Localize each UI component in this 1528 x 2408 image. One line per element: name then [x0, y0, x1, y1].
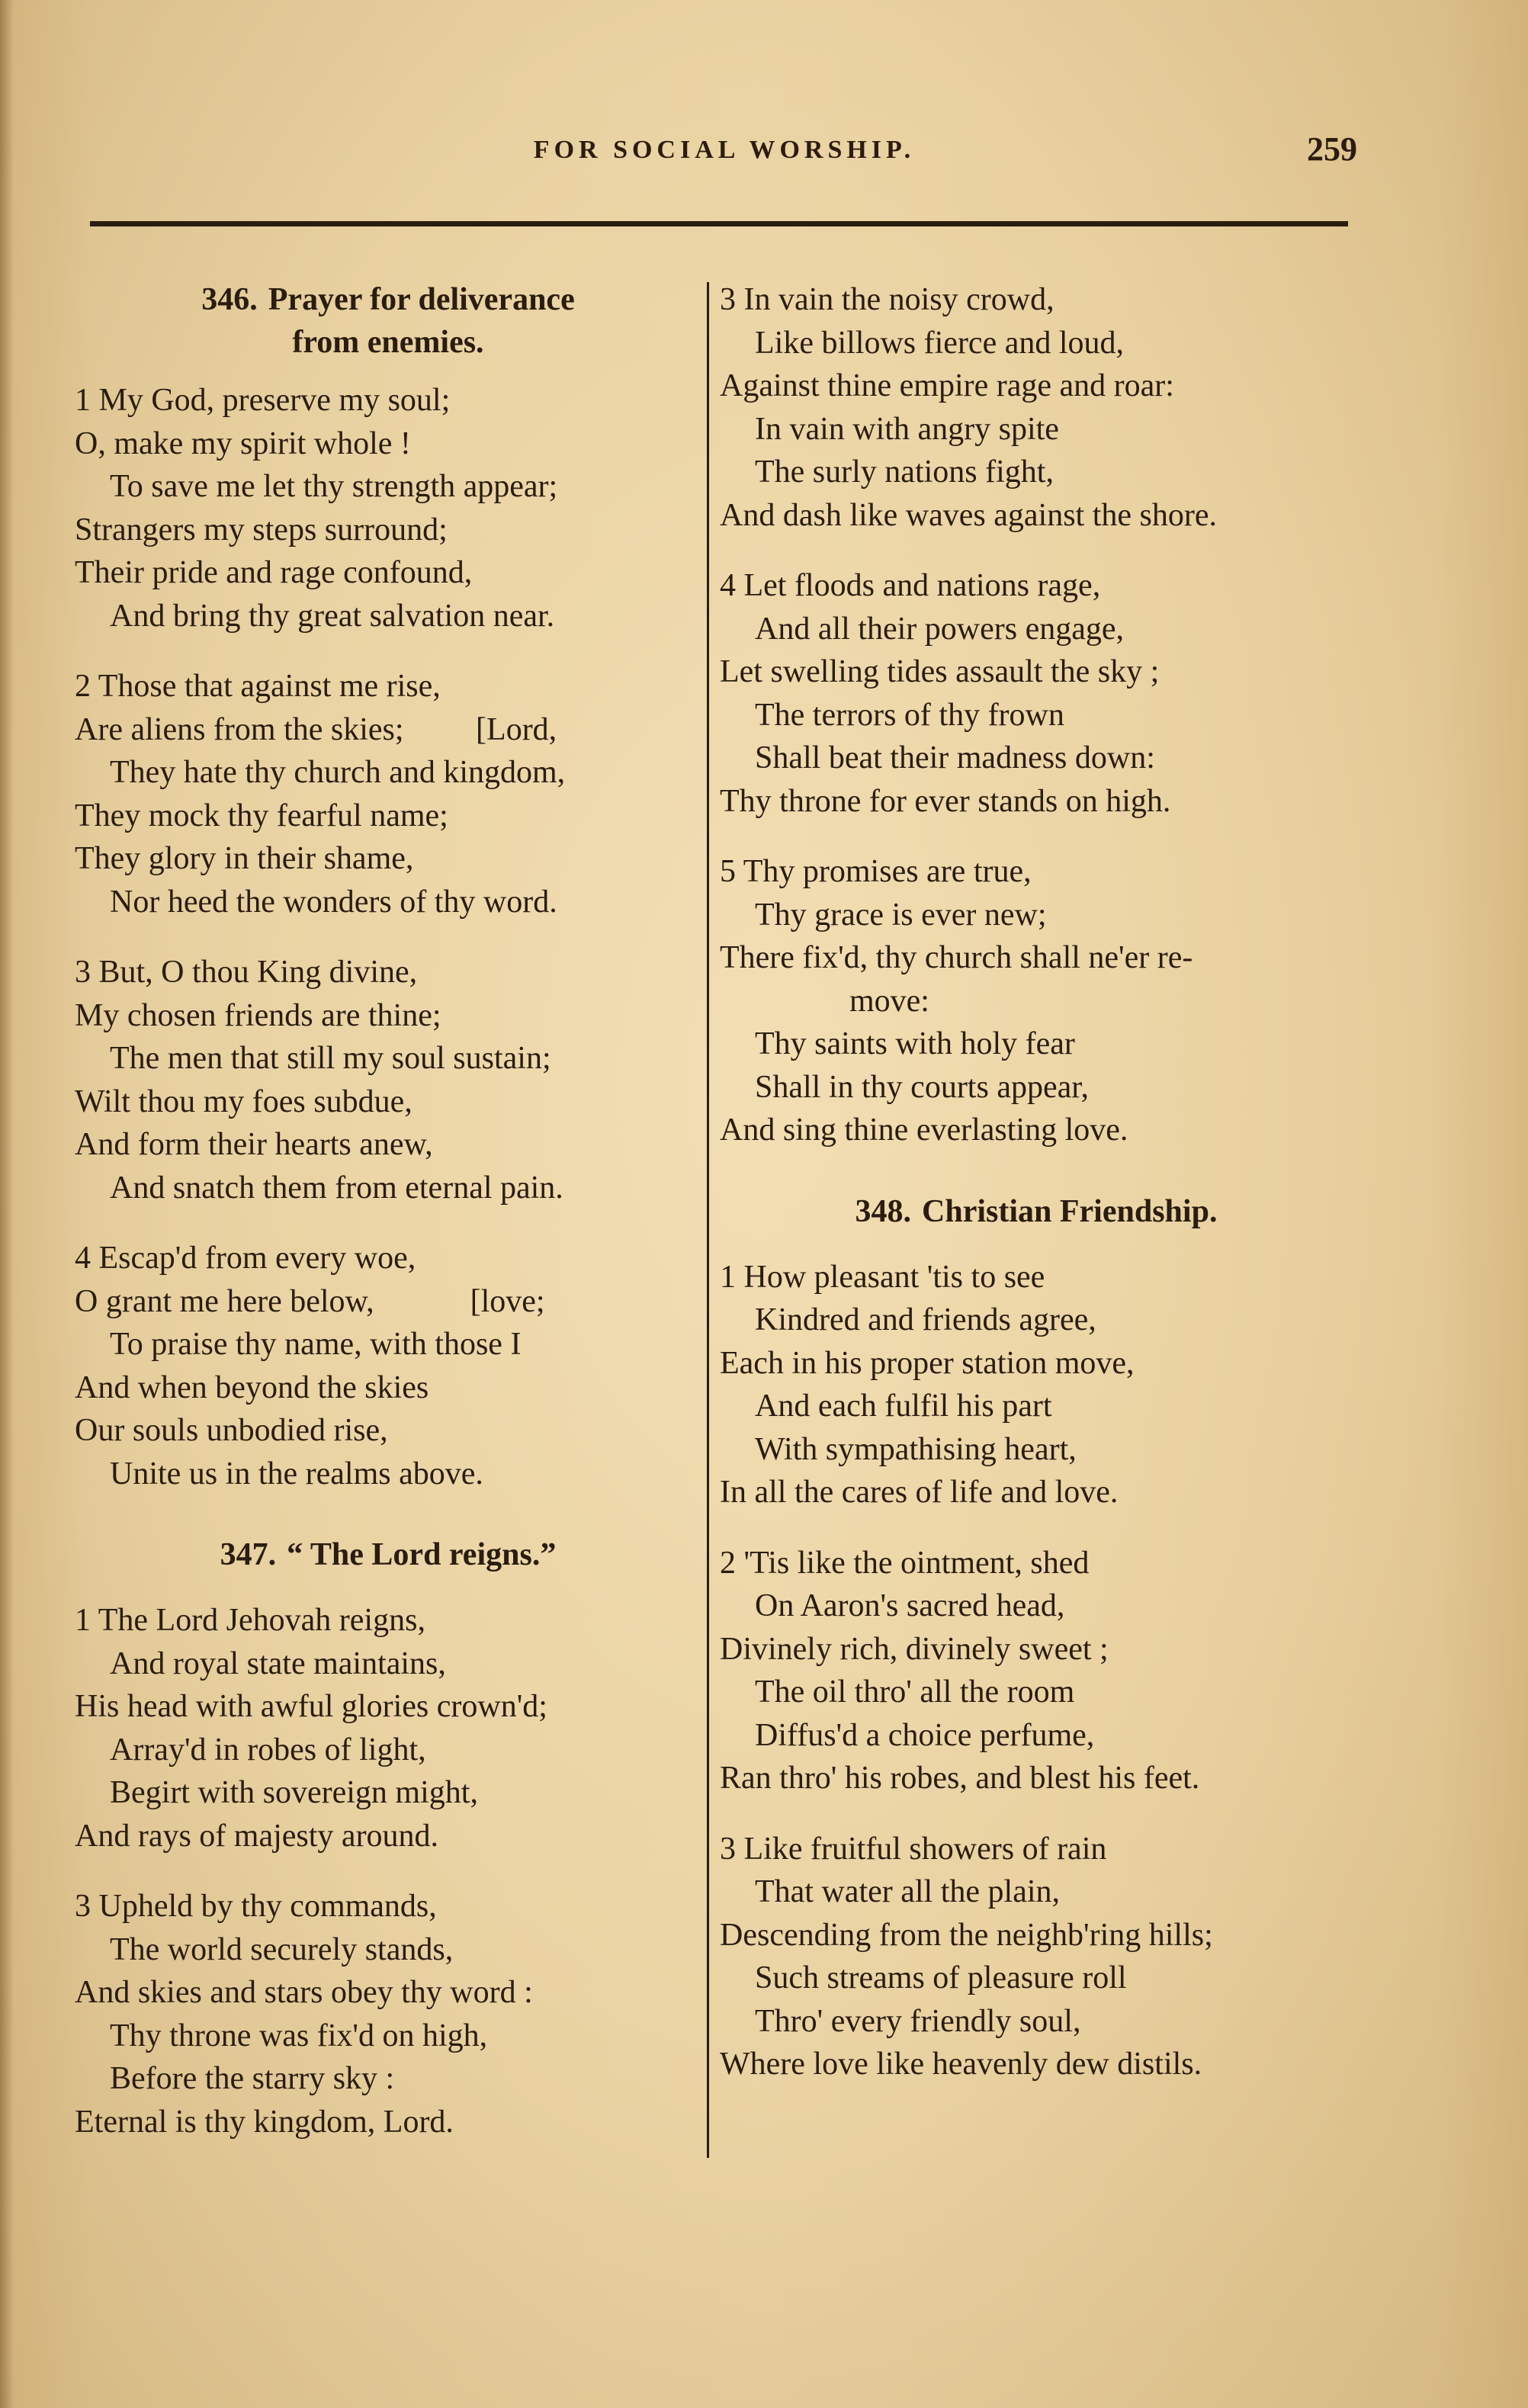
verse-line: Thy throne was fix'd on high, [110, 2018, 488, 2053]
hymn-346-stanza-2 [75, 665, 701, 923]
verse-line: And skies and stars obey thy word : [75, 1975, 533, 2010]
verse-line: Before the starry sky : [110, 2061, 395, 2096]
verse-line: Let swelling tides assault the sky ; [720, 654, 1160, 689]
hymn-347-title-text: “ The Lord reigns.” [287, 1537, 557, 1572]
spine-shadow [0, 0, 14, 2408]
verse-line: Where love like heavenly dew distils. [720, 2047, 1202, 2082]
verse-line: To save me let thy strength appear; [110, 469, 558, 504]
verse-line: Wilt thou my foes subdue, [75, 1084, 412, 1119]
verse-line: Each in his proper station move, [720, 1345, 1135, 1381]
verse-line: They mock thy fearful name; [75, 798, 448, 833]
verse-line: 2 'Tis like the ointment, shed [720, 1545, 1090, 1581]
page-header [91, 130, 1357, 189]
verse-line: And dash like waves against the shore. [720, 497, 1218, 533]
verse-line: 2 Those that against me rise, [75, 669, 441, 704]
verse-line: Thy throne for ever stands on high. [720, 783, 1171, 819]
hymn-348-title [720, 1190, 1353, 1233]
hymn-347-stanza-3 [720, 278, 1353, 537]
verse-line: move: [849, 983, 929, 1019]
verse-line: Thy saints with holy fear [755, 1026, 1075, 1061]
verse-line: On Aaron's sacred head, [755, 1588, 1065, 1623]
verse-line: 3 But, O thou King divine, [75, 955, 418, 990]
verse-line: Divinely rich, divinely sweet ; [720, 1631, 1109, 1667]
verse-line: Like billows fierce and loud, [755, 325, 1125, 361]
column-divider [707, 282, 709, 2158]
hymn-346-stanza-1 [75, 379, 701, 637]
verse-line: And royal state maintains, [110, 1645, 446, 1681]
hymn-346-title-line2: from enemies. [292, 325, 484, 360]
verse-line: And snatch them from eternal pain. [110, 1170, 563, 1206]
verse-line: Shall beat their madness down: [755, 740, 1155, 775]
verse-line: Descending from the neighb'ring hills; [720, 1917, 1213, 1953]
hymn-348-title-text: Christian Friendship. [922, 1193, 1218, 1229]
verse-line: And bring thy great salvation near. [110, 598, 555, 634]
left-column [75, 278, 701, 2171]
verse-line: Diffus'd a choice perfume, [755, 1717, 1095, 1753]
verse-line: And rays of majesty around. [75, 1818, 439, 1854]
verse-line: Strangers my steps surround; [75, 512, 448, 547]
verse-line: The men that still my soul sustain; [110, 1041, 551, 1076]
verse-line: And sing thine everlasting love. [720, 1112, 1128, 1148]
verse-line: They hate thy church and kingdom, [110, 755, 566, 790]
hymn-347-number: 347. [220, 1537, 277, 1572]
hymn-348-stanza-2 [720, 1542, 1353, 1800]
verse-line: Unite us in the realms above. [110, 1456, 483, 1491]
verse-line: They glory in their shame, [75, 841, 414, 876]
hymn-347-stanza-1 [75, 1599, 701, 1857]
verse-line: The oil thro' all the room [755, 1674, 1075, 1710]
verse-line: Begirt with sovereign might, [110, 1775, 478, 1810]
verse-line: Thy grace is ever new; [755, 897, 1047, 933]
verse-line: Nor heed the wonders of thy word. [110, 884, 557, 920]
hymn-346-stanza-4 [75, 1237, 701, 1495]
verse-line: And each fulfil his part [755, 1389, 1052, 1424]
verse-line: Their pride and rage confound, [75, 555, 473, 590]
verse-line: There fix'd, thy church shall ne'er re- [720, 940, 1193, 975]
verse-line: In all the cares of life and love. [720, 1475, 1119, 1510]
verse-line: The world securely stands, [110, 1931, 454, 1967]
verse-line: Eternal is thy kingdom, Lord. [75, 2104, 454, 2140]
verse-line: 1 How pleasant 'tis to see [720, 1259, 1045, 1295]
verse-line: Are aliens from the skies; [Lord, [75, 711, 557, 747]
verse-line: Against thine empire rage and roar: [720, 368, 1174, 403]
hymn-346-title-line1: Prayer for deliverance [268, 282, 575, 317]
verse-line: Such streams of pleasure roll [755, 1960, 1127, 1995]
hymn-348-stanza-1 [720, 1256, 1353, 1514]
hymn-347-stanza-2 [75, 1885, 701, 2143]
verse-line: With sympathising heart, [755, 1431, 1077, 1467]
right-column [720, 278, 1353, 2114]
header-rule [90, 221, 1348, 226]
verse-line: And all their powers engage, [755, 611, 1125, 647]
verse-line: Thro' every friendly soul, [755, 2003, 1081, 2039]
hymn-348-stanza-3 [720, 1828, 1353, 2086]
verse-line: Ran thro' his robes, and blest his feet. [720, 1761, 1200, 1796]
verse-line: O grant me here below, [love; [75, 1283, 545, 1319]
verse-line: Our souls unbodied rise, [75, 1413, 388, 1448]
verse-line: In vain with angry spite [755, 411, 1059, 447]
verse-line: 3 In vain the noisy crowd, [720, 282, 1055, 317]
hymn-347-stanza-5 [720, 850, 1353, 1152]
page-number: 259 [1307, 130, 1357, 168]
verse-line: 1 The Lord Jehovah reigns, [75, 1603, 425, 1638]
verse-line: That water all the plain, [755, 1874, 1061, 1909]
hymn-346-stanza-3 [75, 951, 701, 1209]
verse-line: 1 My God, preserve my soul; [75, 383, 451, 418]
hymn-346-number: 346. [201, 282, 258, 317]
verse-line: Shall in thy courts appear, [755, 1069, 1090, 1105]
verse-line: His head with awful glories crown'd; [75, 1689, 547, 1724]
hymn-347-title [75, 1533, 701, 1576]
hymn-348-number: 348. [855, 1193, 912, 1229]
verse-line: My chosen friends are thine; [75, 997, 441, 1033]
verse-line: 5 Thy promises are true, [720, 854, 1032, 889]
hymn-347-stanza-4 [720, 564, 1353, 823]
verse-line: 4 Let floods and nations rage, [720, 568, 1101, 603]
verse-line: Kindred and friends agree, [755, 1302, 1096, 1337]
verse-line: And form their hearts anew, [75, 1127, 433, 1162]
verse-line: 3 Like fruitful showers of rain [720, 1831, 1107, 1867]
verse-line: 3 Upheld by thy commands, [75, 1889, 437, 1924]
running-head: FOR SOCIAL WORSHIP. [533, 136, 916, 164]
verse-line: And when beyond the skies [75, 1369, 429, 1405]
hymn-346-title [75, 278, 701, 364]
verse-line: To praise thy name, with those I [110, 1327, 522, 1362]
verse-line: 4 Escap'd from every woe, [75, 1241, 416, 1276]
verse-line: The terrors of thy frown [755, 697, 1064, 733]
verse-line: Array'd in robes of light, [110, 1732, 426, 1767]
verse-line: O, make my spirit whole ! [75, 425, 411, 461]
verse-line: The surly nations fight, [755, 454, 1054, 490]
